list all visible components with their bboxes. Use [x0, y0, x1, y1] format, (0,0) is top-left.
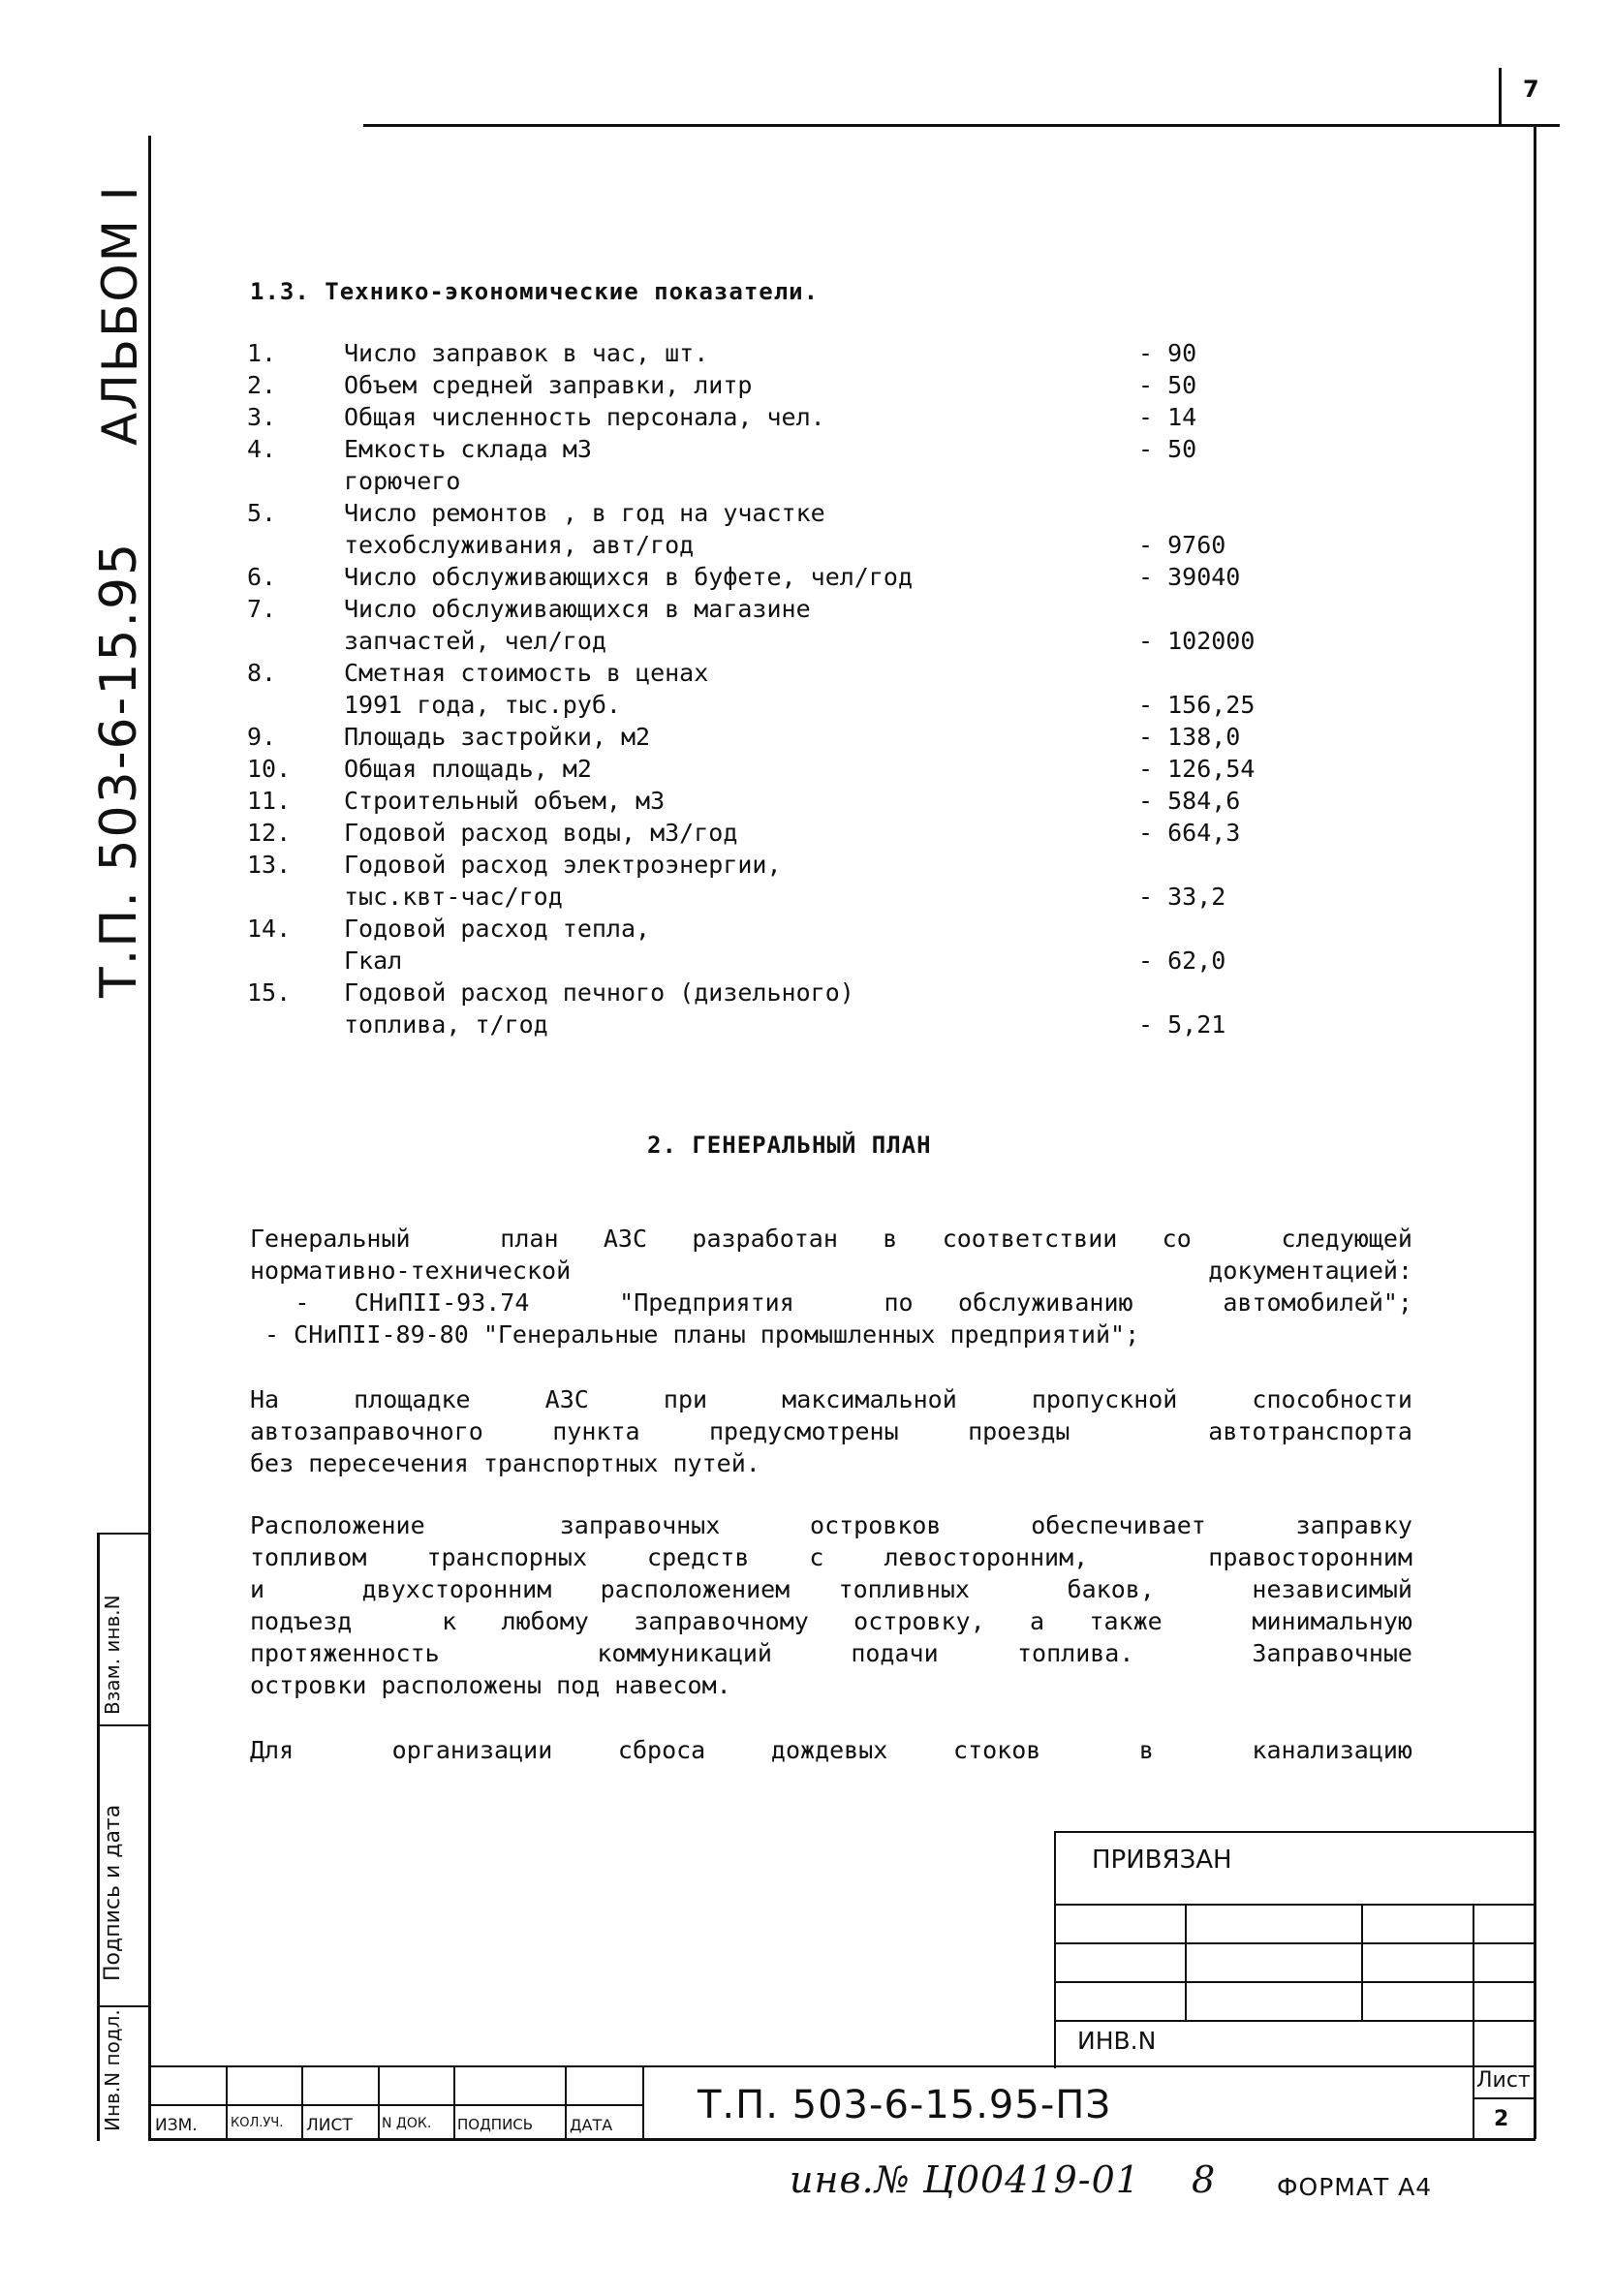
indicator-value: - 90: [1138, 339, 1197, 367]
indicator-text: техобслуживания, авт/год: [344, 531, 695, 559]
stamp-col-line-3: [378, 2065, 380, 2141]
col-n-dok: N ДОК.: [382, 2116, 432, 2131]
indicator-value: - 50: [1138, 435, 1197, 463]
paragraph-line: Расположение заправочных островков обеспечивает заправку: [250, 1511, 1412, 1539]
indicator-number: 12.: [247, 819, 292, 847]
indicator-text: горючего: [344, 467, 461, 495]
paragraph-line: Для организации сброса дождевых стоков в канализацию: [250, 1736, 1412, 1764]
paragraph-line: нормативно-технической документацией:: [250, 1257, 1412, 1285]
stamp-top-line: [1054, 1831, 1535, 1833]
indicator-text: Площадь застройки, м2: [344, 723, 651, 751]
paragraph-norms: [250, 1223, 1412, 1350]
indicator-text: Строительный объем, м3: [344, 787, 666, 815]
paragraph-line: топливом транспорных средств с левосторонним, правосторонним: [250, 1543, 1412, 1571]
indicator-number: 5.: [247, 499, 277, 527]
stamp-main-list-left: [1473, 2065, 1474, 2141]
indicator-text: запчастей, чел/год: [344, 627, 606, 655]
col-kol-uch: КОЛ.УЧ.: [231, 2116, 284, 2130]
paragraph-line: На площадке АЗС при максимальной пропускной способности: [250, 1385, 1412, 1413]
paragraph-line: протяженность коммуникаций подачи топлива. Заправочные: [250, 1639, 1412, 1667]
indicator-number: 3.: [247, 403, 277, 431]
list-number: 2: [1494, 2107, 1509, 2131]
stamp-list-divider: [1473, 2097, 1535, 2099]
indicator-value: - 664,3: [1138, 819, 1241, 847]
stamp-col-line-1: [226, 2065, 228, 2141]
inv-n-label: ИНВ.N: [1077, 2027, 1157, 2055]
indicator-value: - 5,21: [1138, 1010, 1226, 1039]
page-number-divider: [1499, 68, 1502, 126]
indicator-value: - 156,25: [1138, 691, 1256, 719]
sign-date-label: Подпись и дата: [101, 1804, 125, 1981]
page-number: 7: [1523, 76, 1539, 103]
paragraph-site: [250, 1383, 1412, 1479]
frame-bottom-line: [148, 2138, 1535, 2141]
indicator-text: Емкость склада м3: [344, 435, 592, 463]
paragraph-line: и двухсторонним расположением топливных баков, независимый: [250, 1575, 1412, 1603]
indicator-value: - 584,6: [1138, 787, 1241, 815]
paragraph-line: автозаправочного пункта предусмотрены проезды автотранспорта: [250, 1417, 1412, 1445]
side-stamp-h2: [97, 1724, 150, 1726]
indicator-number: 2.: [247, 371, 277, 399]
indicator-number: 7.: [247, 595, 277, 623]
indicator-text: Объем средней заправки, литр: [344, 371, 753, 399]
document-code: Т.П. 503-6-15.95-ПЗ: [698, 2083, 1111, 2127]
paragraph-line: без пересечения транспортных путей.: [250, 1449, 760, 1477]
indicator-value: - 50: [1138, 371, 1197, 399]
section1-title: 1.3. Технико-экономические показатели.: [250, 278, 820, 305]
indicator-number: 13.: [247, 851, 292, 879]
section2-title: 2. ГЕНЕРАЛЬНЫЙ ПЛАН: [647, 1132, 932, 1159]
stamp-main-code-left: [642, 2065, 644, 2141]
stamp-col-line-4: [453, 2065, 455, 2141]
indicator-value: - 62,0: [1138, 946, 1226, 975]
side-stamp-left-line: [97, 1533, 100, 2141]
paragraph-line: островки расположены под навесом.: [250, 1671, 731, 1699]
indicator-text: Число ремонтов , в год на участке: [344, 499, 825, 527]
paragraph-drainage: [250, 1734, 1412, 1766]
stamp-col-line-5: [565, 2065, 567, 2141]
stamp-h-line-2: [1054, 1942, 1535, 1944]
indicator-value: - 126,54: [1138, 755, 1256, 783]
indicator-number: 9.: [247, 723, 277, 751]
stamp-main-mid-line: [150, 2104, 644, 2106]
inv-podl-label: Инв.N подл.: [101, 2009, 124, 2131]
indicator-text: Годовой расход электроэнергии,: [344, 851, 782, 879]
indicator-text: Общая площадь, м2: [344, 755, 592, 783]
col-podpis: ПОДПИСЬ: [457, 2116, 534, 2133]
indicator-value: - 39040: [1138, 563, 1241, 591]
indicator-text: Годовой расход воды, м3/год: [344, 819, 738, 847]
stamp-h-line-1: [1054, 1904, 1535, 1906]
handwritten-number: 8: [1192, 2158, 1216, 2201]
indicator-text: Сметная стоимость в ценах: [344, 659, 709, 687]
frame-left-line: [148, 136, 151, 2141]
inventory-number-handwritten: инв.№ Ц00419-01: [790, 2158, 1140, 2201]
stamp-h-line-4: [1054, 2020, 1535, 2022]
indicator-text: Годовой расход тепла,: [344, 915, 651, 943]
format-label: ФОРМАТ А4: [1277, 2173, 1433, 2201]
stamp-h-line-3: [1054, 1981, 1535, 1983]
indicator-text: Годовой расход печного (дизельного): [344, 978, 854, 1007]
indicator-text: Число обслуживающихся в буфете, чел/год: [344, 563, 913, 591]
vzam-inv-label: Взам. инв.N: [101, 1595, 124, 1715]
indicator-value: - 9760: [1138, 531, 1226, 559]
indicator-number: 1.: [247, 339, 277, 367]
indicator-text: 1991 года, тыс.руб.: [344, 691, 621, 719]
frame-right-line: [1534, 124, 1536, 2139]
paragraph-islands: [250, 1509, 1412, 1701]
paragraph-line: подъезд к любому заправочному островку, а также минимальную: [250, 1607, 1412, 1635]
indicator-number: 15.: [247, 978, 292, 1007]
indicator-value: - 102000: [1138, 627, 1256, 655]
side-stamp-h1: [97, 1533, 150, 1535]
indicator-number: 4.: [247, 435, 277, 463]
col-data: ДАТА: [570, 2116, 613, 2134]
stamp-privyazan-left-line: [1054, 1831, 1056, 2068]
stamp-col-line-2: [301, 2065, 303, 2141]
indicator-number: 8.: [247, 659, 277, 687]
indicator-number: 6.: [247, 563, 277, 591]
col-list: ЛИСТ: [306, 2116, 353, 2135]
indicator-value: - 33,2: [1138, 883, 1226, 911]
side-project-code: Т.П. 503-6-15.95: [90, 541, 148, 998]
indicator-text: Число заправок в час, шт.: [344, 339, 709, 367]
indicator-text: Число обслуживающихся в магазине: [344, 595, 811, 623]
indicator-number: 14.: [247, 915, 292, 943]
indicator-text: Гкал: [344, 946, 403, 975]
col-izm: ИЗМ.: [155, 2116, 198, 2135]
stamp-v-line-3: [1473, 1904, 1474, 2068]
indicator-number: 11.: [247, 787, 292, 815]
paragraph-line: Генеральный план АЗС разработан в соответствии со следующей: [250, 1225, 1412, 1253]
list-label: Лист: [1476, 2068, 1531, 2093]
paragraph-line: - СНиПII-89-80 "Генеральные планы промышленных предприятий";: [250, 1320, 1140, 1349]
side-stamp-h3: [97, 2005, 150, 2007]
frame-top-line: [363, 124, 1560, 127]
album-label: АЛЬБОМ I: [92, 184, 148, 446]
stamp-main-top-line: [150, 2065, 1535, 2067]
indicator-value: - 14: [1138, 403, 1197, 431]
stamp-v-line-1: [1185, 1904, 1187, 2020]
indicator-text: тыс.квт-час/год: [344, 883, 563, 911]
indicator-text: Общая численность персонала, чел.: [344, 403, 825, 431]
stamp-v-line-2: [1361, 1904, 1363, 2020]
privyazan-label: ПРИВЯЗАН: [1092, 1846, 1232, 1875]
paragraph-line: - СНиПII-93.74 "Предприятия по обслуживанию автомобилей";: [250, 1288, 1412, 1317]
indicator-value: - 138,0: [1138, 723, 1241, 751]
indicator-number: 10.: [247, 755, 292, 783]
indicator-text: топлива, т/год: [344, 1010, 548, 1039]
